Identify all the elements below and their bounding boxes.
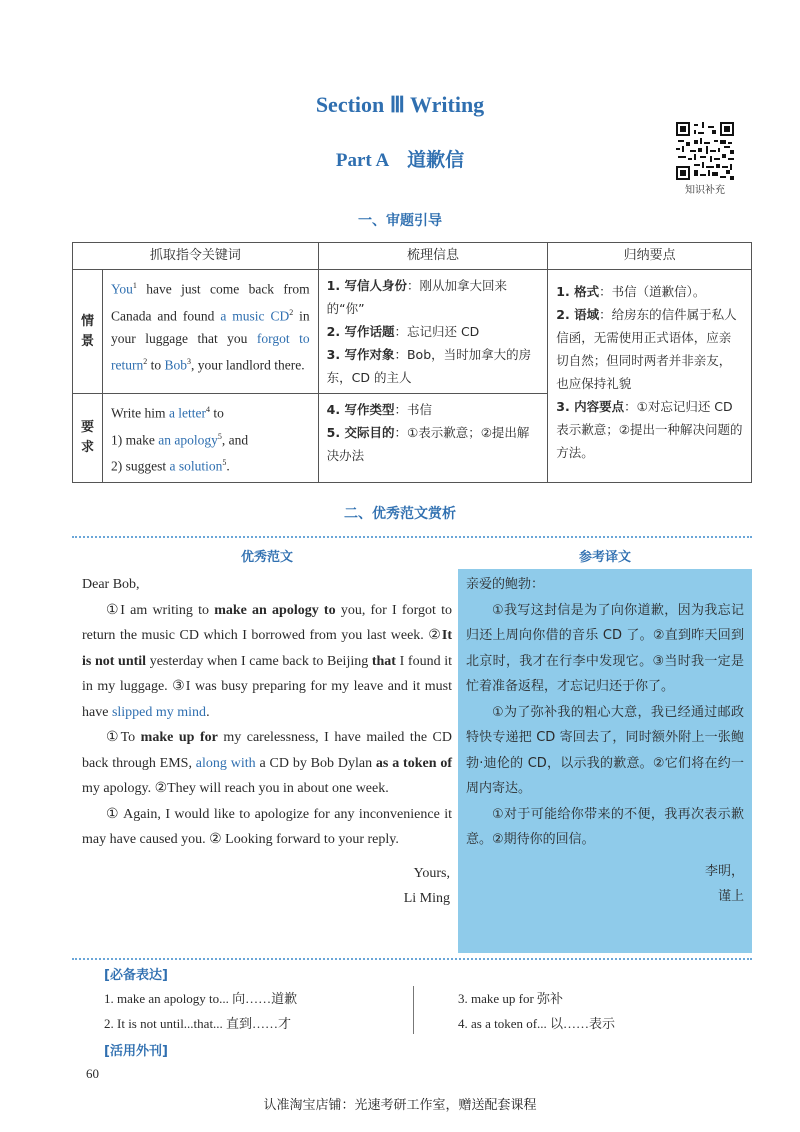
letter-paragraph-2: ①To make up for my carelessness, I have mailed the CD back through EMS, along with a CD by Bob Dylan as a token of my apology. ②They will reach you in about one week.	[82, 730, 453, 796]
translation-paragraph-2: ①为了弥补我的粗心大意，我已经通过邮政特快专递把 CD 寄回去了，同时额外附上一张鲍勃·迪伦的 CD，以示我的歉意。②它们将在约一周内寄达。	[466, 704, 744, 796]
translation-paragraph-1: ①我写这封信是为了向你道歉，因为我忘记归还上周向你借的音乐 CD 了。②直到昨天回到北京时，我才在行李中发现它。③当时我一定是忙着准备返程，才忘记归还于你了。	[466, 602, 744, 694]
text: to	[147, 357, 165, 373]
translation-paragraph-3: ①对于可能给你带来的不便，我再次表示歉意。②期待你的回信。	[466, 806, 744, 847]
summary-item: 2. 语域：给房东的信件属于私人信函，无需使用正式语体，应亲切自然；但同时两者并非亲友，也应保持礼貌	[556, 307, 737, 391]
summary-item: 1. 格式：书信（道歉信）。	[556, 284, 706, 299]
qr-code-icon[interactable]	[676, 122, 734, 180]
superscript: 2	[289, 307, 294, 317]
next-section-heading: [活用外刊]	[104, 1044, 168, 1059]
table-header: 归纳要点	[548, 243, 752, 270]
summary-item: 3. 内容要点：①对忘记归还 CD 表示歉意；②提出一种解决问题的方法。	[556, 399, 743, 460]
dotted-divider	[72, 536, 752, 538]
keyword-bob: Bob	[164, 357, 187, 373]
translation-greeting: 亲爱的鲍勃：	[466, 577, 545, 592]
sample-letter	[82, 572, 452, 912]
info-item: 5. 交际目的：①表示歉意；②提出解决办法	[326, 425, 530, 463]
requirement-keywords: Write him a letter$^4$ to 1) make an apology$^5$, and 2) suggest a solution$^5$.	[102, 394, 318, 483]
info-item: 3. 写作对象：Bob，当时加拿大的房东，CD 的主人	[326, 347, 532, 385]
row-label-scenario: 情景	[73, 270, 103, 394]
translation-closing: 谨上	[717, 889, 744, 904]
text: , your landlord there.	[191, 357, 305, 373]
table-header: 抓取指令关键词	[73, 243, 319, 270]
letter-greeting: Dear Bob,	[82, 577, 140, 592]
info-item: 1. 写信人身份：刚从加拿大回来的“你”	[326, 278, 507, 316]
keyword-apology: an apology	[158, 432, 218, 447]
key-expressions-heading: [必备表达]	[104, 968, 168, 983]
keyword-solution: a solution	[169, 458, 223, 474]
requirement-info	[318, 394, 548, 483]
part-title: Part A 道歉信	[335, 150, 465, 171]
expression-item: 3. make up for 弥补	[458, 991, 564, 1006]
section-title: Section Ⅲ Writing	[315, 92, 485, 117]
expression-item: 1. make an apology to... 向……道歉	[104, 991, 298, 1006]
text: have just come back from Canada and found	[110, 281, 310, 323]
analysis-table	[72, 242, 752, 483]
scenario-info	[318, 270, 548, 394]
dotted-divider	[72, 958, 752, 960]
keyword-you: You	[110, 281, 133, 297]
info-item: 2. 写作话题：忘记归还 CD	[326, 324, 480, 339]
expression-item: 4. as a token of... 以……表示	[458, 1016, 616, 1031]
keyword-forgot-to-return: forgot to return	[110, 331, 310, 373]
translation-heading: 参考译文	[578, 550, 631, 565]
letter-signature: Li Ming	[403, 891, 450, 906]
letter-paragraph-3: ① Again, I would like to apologize for any inconvenience it may have caused you. ② Looking forward to your reply.	[82, 806, 452, 847]
superscript: 3	[187, 357, 191, 366]
letter-closing: Yours,	[413, 865, 450, 881]
text: in your luggage that you	[110, 308, 310, 346]
sample-letter-heading: 优秀范文	[240, 550, 293, 565]
row-label-requirement: 要求	[73, 394, 103, 483]
keyword-music-cd: a music CD	[220, 308, 290, 323]
column-divider	[413, 986, 414, 1034]
superscript: 2	[143, 357, 148, 366]
qr-label: 知识补充	[685, 185, 725, 196]
table-header-row	[73, 243, 752, 270]
info-item: 4. 写作类型：书信	[326, 402, 432, 417]
translation-box	[458, 569, 752, 953]
expression-item: 2. It is not until...that... 直到……才	[104, 1016, 292, 1031]
superscript: 1	[132, 281, 137, 290]
scenario-keywords	[102, 270, 318, 394]
letter-paragraph-1: ①I am writing to make an apology to you, for I forgot to return the music CD which I borrowed from you last week. ②It is not until yesterday when I came back to Beijing that I found it in my luggage. ③I was busy preparing for my leave and it must have slipped my mind.	[82, 602, 452, 720]
summary-points	[548, 270, 752, 483]
table-header: 梳理信息	[318, 243, 548, 270]
section2-heading: 二、优秀范文赏析	[344, 506, 456, 522]
translation-signature: 李明，	[704, 863, 744, 879]
section1-heading: 一、审题引导	[358, 213, 442, 229]
keyword-letter: a letter	[168, 405, 207, 421]
page-number: 60	[86, 1066, 99, 1081]
table-row-scenario	[73, 270, 752, 394]
footer-note: 认准淘宝店铺：光速考研工作室，赠送配套课程	[263, 1098, 537, 1113]
